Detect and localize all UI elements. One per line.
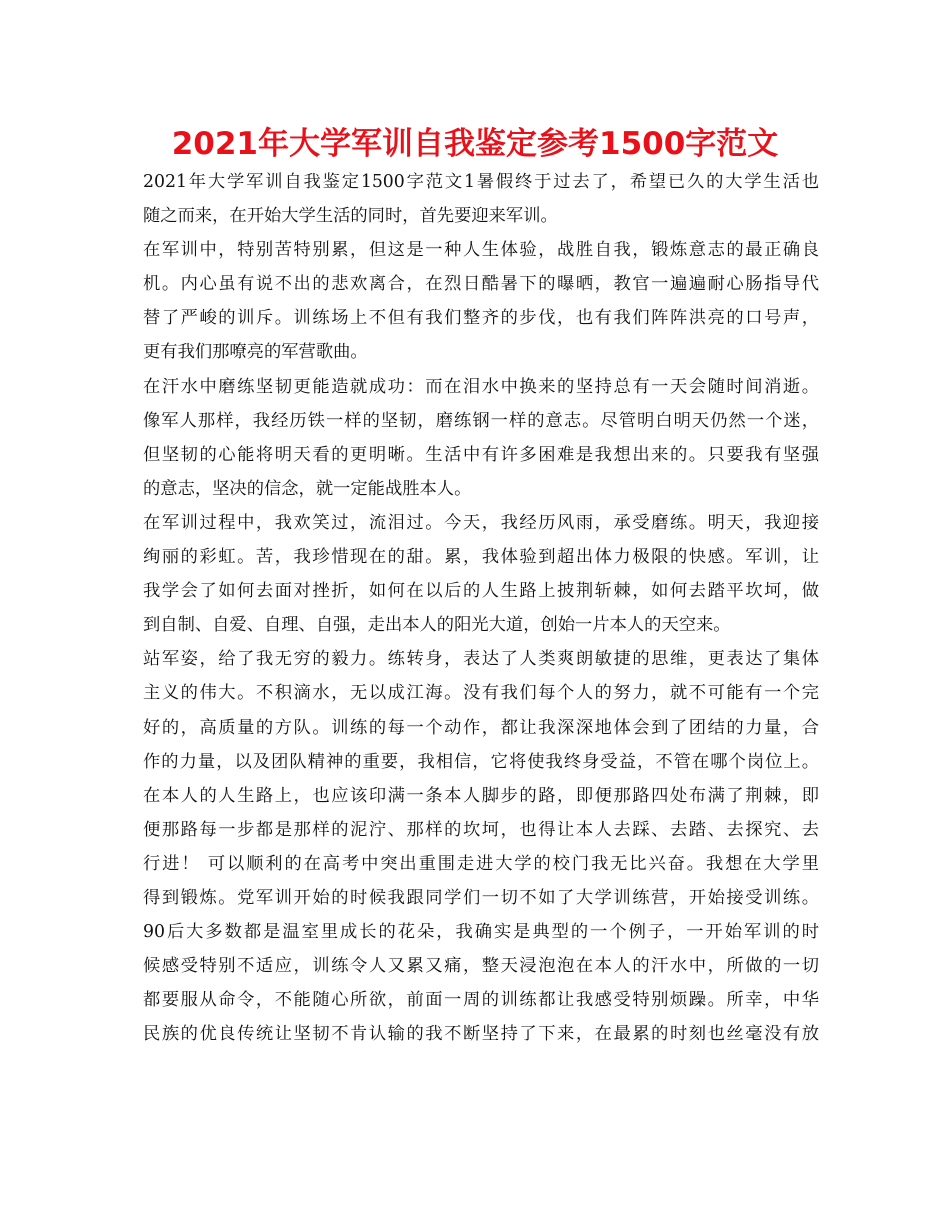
text-line: 在汗水中磨练坚韧更能造就成功：而在泪水中换来的坚持总有一天会随时间消逝。 bbox=[143, 376, 819, 397]
text-line: 绚丽的彩虹。苦，我珍惜现在的甜。累，我体验到超出体力极限的快感。军训，让 bbox=[143, 547, 819, 568]
text-line: 更有我们那嘹亮的军营歌曲。 bbox=[143, 342, 368, 363]
text-line: 在军训过程中，我欢笑过，流泪过。今天，我经历风雨，承受磨练。明天，我迎接 bbox=[143, 512, 819, 533]
text-line: 替了严峻的训斥。训练场上不但有我们整齐的步伐，也有我们阵阵洪亮的口号声， bbox=[143, 308, 819, 329]
text-line: 90后大多数都是温室里成长的花朵，我确实是典型的一个例子，一开始军训的时 bbox=[143, 922, 819, 943]
text-line: 得到锻炼。党军训开始的时候我跟同学们一切不如了大学训练营，开始接受训练。 bbox=[143, 887, 819, 908]
text-line: 行进！ 可以顺利的在高考中突出重围走进大学的校门我无比兴奋。我想在大学里 bbox=[143, 853, 819, 874]
text-line: 民族的优良传统让坚韧不肯认输的我不断坚持了下来，在最累的时刻也丝毫没有放 bbox=[143, 1024, 819, 1045]
text-line: 到自制、自爱、自理、自强，走出本人的阳光大道，创始一片本人的天空来。 bbox=[143, 615, 731, 636]
text-line: 主义的伟大。不积滴水，无以成江海。没有我们每个人的努力，就不可能有一个完 bbox=[143, 683, 819, 704]
text-line: 2021年大学军训自我鉴定1500字范文1暑假终于过去了，希望已久的大学生活也 bbox=[143, 172, 819, 192]
text-line: 随之而来，在开始大学生活的同时，首先要迎来军训。 bbox=[143, 206, 558, 227]
text-line: 便那路每一步都是那样的泥泞、那样的坎坷，也得让本人去踩、去踏、去探究、去 bbox=[143, 819, 819, 840]
text-line: 像军人那样，我经历铁一样的坚韧，磨练钢一样的意志。尽管明白明天仍然一个迷， bbox=[143, 410, 819, 431]
text-line: 好的，高质量的方队。训练的每一个动作，都让我深深地体会到了团结的力量，合 bbox=[143, 717, 819, 738]
text-line: 在本人的人生路上，也应该印满一条本人脚步的路，即便那路四处布满了荆棘，即 bbox=[143, 785, 819, 806]
document-body bbox=[143, 165, 819, 1051]
text-line: 站军姿，给了我无穷的毅力。练转身，表达了人类爽朗敏捷的思维，更表达了集体 bbox=[143, 649, 819, 670]
text-line: 但坚韧的心能将明天看的更明晰。生活中有许多困难是我想出来的。只要我有坚强 bbox=[143, 444, 819, 465]
text-line: 我学会了如何去面对挫折，如何在以后的人生路上披荆斩棘，如何去踏平坎坷，做 bbox=[143, 581, 819, 602]
text-line: 作的力量，以及团队精神的重要，我相信，它将使我终身受益，不管在哪个岗位上。 bbox=[143, 751, 819, 772]
text-line: 候感受特别不适应，训练令人又累又痛，整天浸泡泡在本人的汗水中，所做的一切 bbox=[143, 956, 819, 977]
text-line: 在军训中，特别苦特别累，但这是一种人生体验，战胜自我，锻炼意志的最正确良 bbox=[143, 240, 819, 261]
text-line: 机。内心虽有说不出的悲欢离合，在烈日酷暑下的曝晒，教官一遍遍耐心肠指导代 bbox=[143, 274, 819, 295]
text-line: 都要服从命令，不能随心所欲，前面一周的训练都让我感受特别烦躁。所幸，中华 bbox=[143, 990, 819, 1011]
text-line: 的意志，坚决的信念，就一定能战胜本人。 bbox=[143, 478, 472, 499]
document-title: 2021年大学军训自我鉴定参考1500字范文 bbox=[171, 126, 779, 162]
